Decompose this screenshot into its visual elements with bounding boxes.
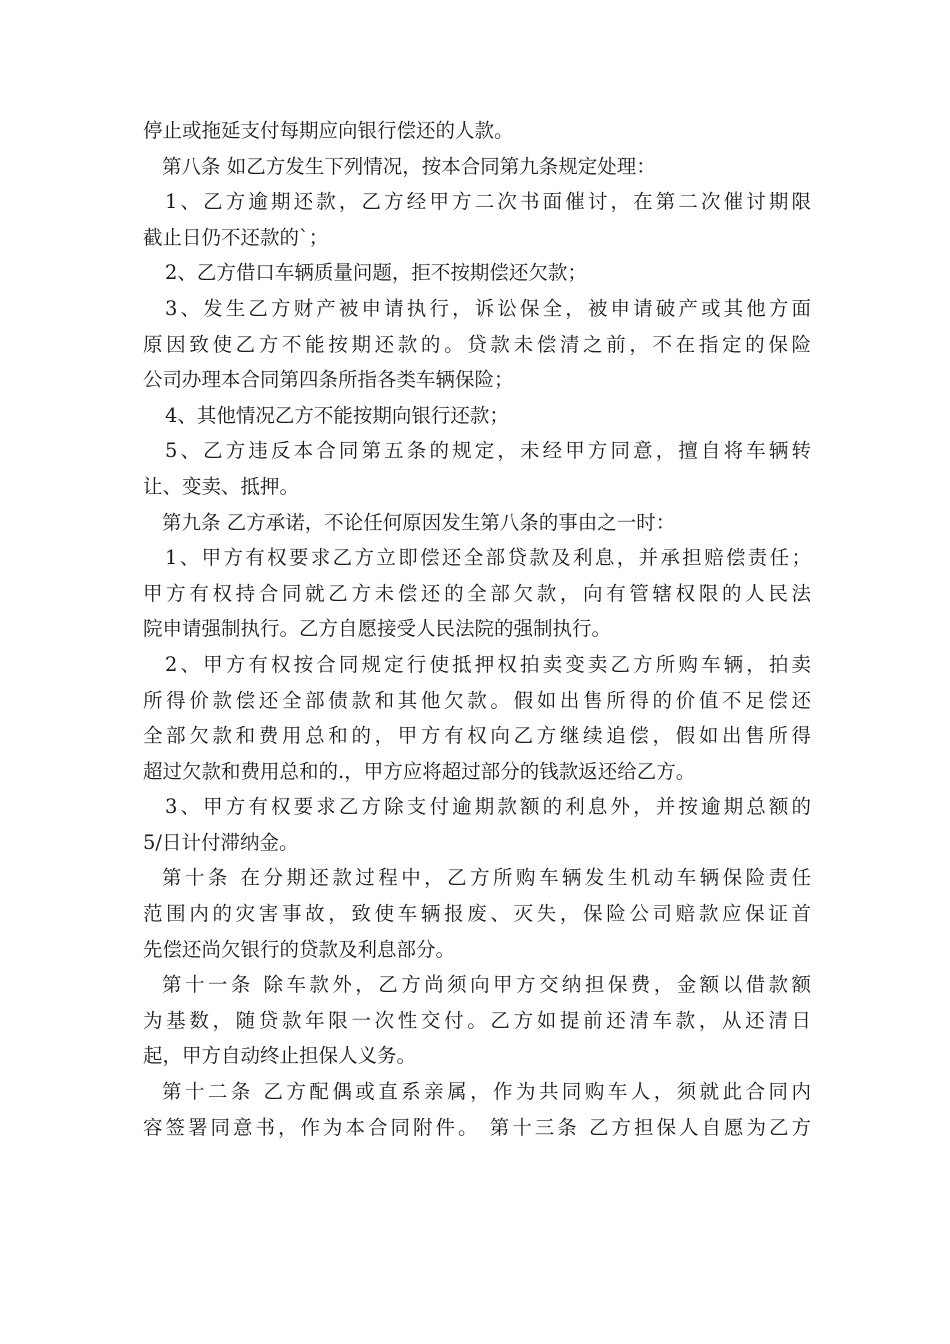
text-line: 公司办理本合同第四条所指各类车辆保险； [143, 368, 514, 392]
text-line: 原因致使乙方不能按期还款的。贷款未偿清之前，不在指定的保险 [143, 332, 811, 356]
article-9-heading: 第九条 乙方承诺，不论任何原因发生第八条的事由之一时： [162, 510, 676, 534]
article-10-heading: 第十条 在分期还款过程中，乙方所购车辆发生机动车辆保险责任 [162, 866, 811, 890]
text-line: 所得价款偿还全部债款和其他欠款。假如出售所得的价值不足偿还 [143, 688, 811, 712]
text-line: 起，甲方自动终止担保人义务。 [143, 1044, 417, 1068]
text-line: 截止日仍不还款的`； [143, 225, 329, 249]
text-line: 停止或拖延支付每期应向银行偿还的人款。 [143, 119, 514, 142]
text-line: 院申请强制执行。乙方自愿接受人民法院的强制执行。 [143, 617, 612, 641]
text-line: 3、发生乙方财产被申请执行，诉讼保全，被申请破产或其他方面 [165, 296, 811, 320]
article-12-heading: 第十二条 乙方配偶或直系亲属，作为共同购车人，须就此合同内 [162, 1080, 811, 1104]
text-line: 范围内的灾害事故，致使车辆报废、灭失，保险公司赔款应保证首 [143, 902, 811, 926]
text-line: 1、乙方逾期还款，乙方经甲方二次书面催讨，在第二次催讨期限 [165, 190, 811, 214]
document-body [143, 113, 811, 1145]
text-line: 3、甲方有权要求乙方除支付逾期款额的利息外，并按逾期总额的 [165, 795, 811, 819]
text-line: 先偿还尚欠银行的贷款及利息部分。 [143, 937, 456, 961]
article-11-heading: 第十一条 除车款外，乙方尚须向甲方交纳担保费，金额以借款额 [162, 973, 811, 997]
text-line: 1、甲方有权要求乙方立即偿还全部贷款及利息，并承担赔偿责任； [165, 546, 811, 570]
text-line: 5/日计付滞纳金。 [143, 830, 299, 854]
text-line: 全部欠款和费用总和的，甲方有权向乙方继续追偿，假如出售所得 [143, 724, 811, 748]
text-line: 4、其他情况乙方不能按期向银行还款； [165, 403, 509, 427]
text-line: 甲方有权持合同就乙方未偿还的全部欠款，向有管辖权限的人民法 [143, 581, 811, 605]
text-line: 容签署同意书，作为本合同附件。 第十三条 乙方担保人自愿为乙方 [143, 1115, 811, 1139]
text-line: 超过欠款和费用总和的.，甲方应将超过部分的钱款返还给乙方。 [143, 759, 696, 783]
text-line: 让、变卖、抵押。 [143, 474, 300, 498]
text-line: 为基数，随贷款年限一次性交付。乙方如提前还清车款，从还清日 [143, 1008, 811, 1032]
text-line: 2、甲方有权按合同规定行使抵押权拍卖变卖乙方所购车辆，拍卖 [165, 652, 811, 676]
text-line: 2、乙方借口车辆质量问题，拒不按期偿还欠款； [165, 261, 587, 285]
text-line: 5、乙方违反本合同第五条的规定，未经甲方同意，擅自将车辆转 [165, 439, 811, 463]
article-8-heading: 第八条 如乙方发生下列情况，按本合同第九条规定处理： [162, 154, 656, 178]
